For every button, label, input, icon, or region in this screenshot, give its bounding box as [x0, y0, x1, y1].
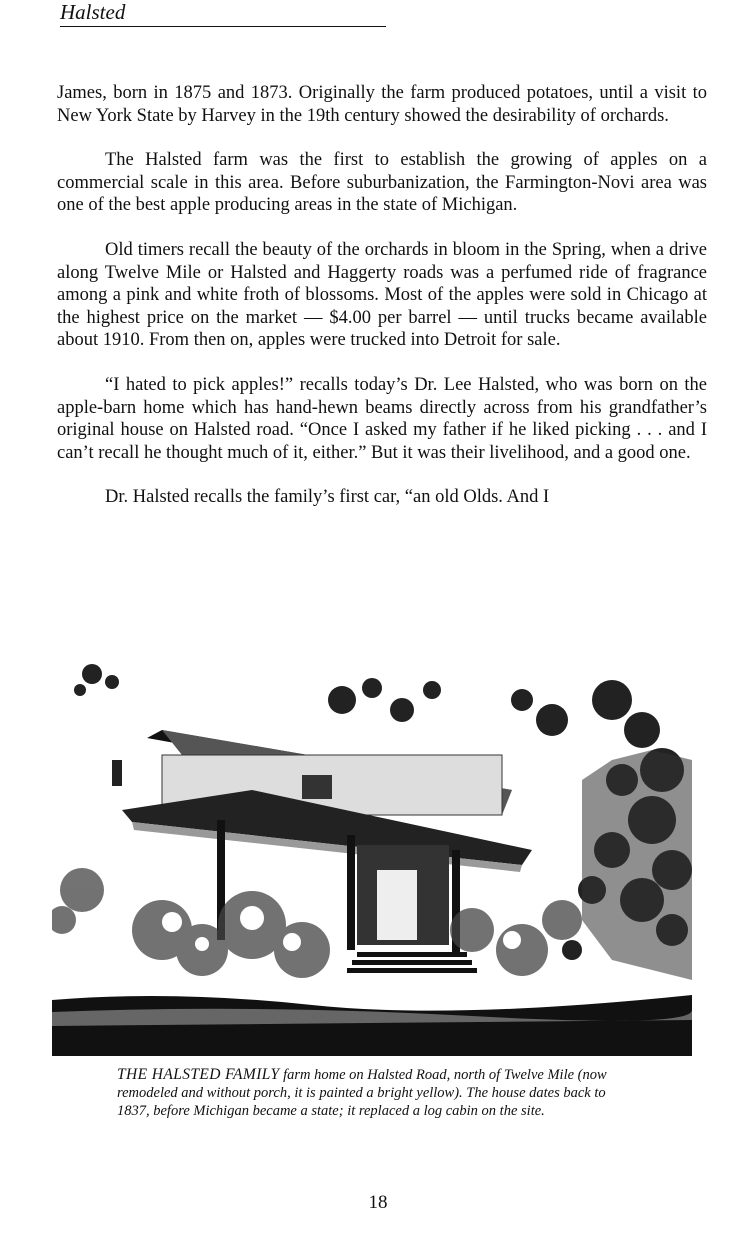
running-head	[60, 0, 386, 27]
paragraph: Dr. Halsted recalls the family’s first car, “an old Olds. And I	[105, 487, 550, 508]
paragraph: James, born in 1875 and 1873. Originally the farm produced potatoes, until a visit to New York State by Harvey in the 19th century showed the desirability of orchards.	[57, 83, 707, 126]
caption-text: farm home on Halsted Road, north of Twelve Mile (now remodeled and without porch, it is painted a bright yellow). The house dates back to 1837, before Michigan became a state; it replaced a log cabin on the site.	[117, 1067, 607, 1119]
photo-caption	[117, 1066, 637, 1120]
paragraph: The Halsted farm was the first to establish the growing of apples on a commercial scale in this area. Before suburbanization, the Farmington-Novi area was one of the best apple producing areas in the state of Michigan.	[57, 150, 707, 216]
farmhouse-photo	[52, 660, 692, 1056]
paragraph: Old timers recall the beauty of the orchards in bloom in the Spring, when a drive along Twelve Mile or Halsted and Haggerty roads was a perfumed ride of fragrance among a pink and white froth of blossoms. Most of the apples were sold in Chicago at the highest price on the market — $4.00 per barrel — until trucks became available about 1910. From then on, apples were trucked into Detroit for sale.	[57, 239, 707, 351]
running-head-text: Halsted	[60, 0, 126, 24]
page-number: 18	[368, 1192, 388, 1213]
body-text	[57, 82, 707, 509]
paragraph: “I hated to pick apples!” recalls today’s Dr. Lee Halsted, who was born on the apple-barn home which has hand-hewn beams directly across from his grandfather’s original house on Halsted road. “Once I asked my father if he liked picking . . . and I can’t recall he thought much of it, either.” But it was their livelihood, and a good one.	[57, 374, 707, 463]
caption-lead: THE HALSTED FAMILY	[117, 1066, 280, 1083]
